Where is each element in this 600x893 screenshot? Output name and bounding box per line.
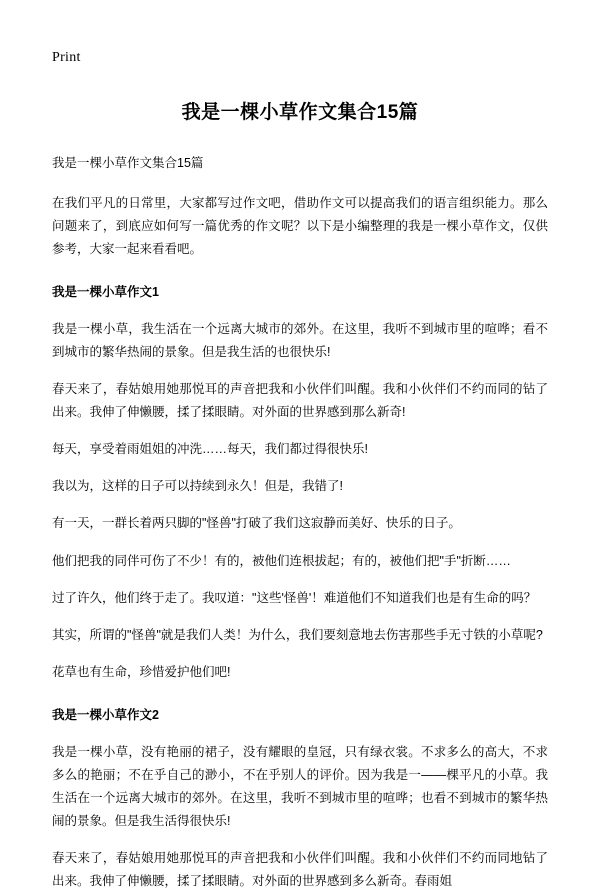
print-button[interactable]: Print — [52, 50, 81, 65]
paragraph: 每天，享受着雨姐姐的冲洗……每天，我们都过得很快乐! — [52, 442, 368, 457]
paragraph: 其实，所谓的"怪兽"就是我们人类！为什么，我们要刻意地去伤害那些手无寸铁的小草呢? — [52, 627, 543, 642]
paragraph: 我是一棵小草，没有艳丽的裙子，没有耀眼的皇冠，只有绿衣裳。不求多么的高大，不求多么的艳丽；不在乎自己的渺小，不在乎别人的评价。因为我是一——棵平凡的小草。我生活在一个远离大城市的郊外。在这里，我听不到城市里的喧哗；也看不到城市的繁华热闹的景象。但是我生活得很快乐! — [52, 744, 548, 828]
document-subtitle: 我是一棵小草作文集合15篇 — [52, 155, 204, 170]
paragraph: 我以为，这样的日子可以持续到永久！但是，我错了! — [52, 479, 343, 494]
page-title: 我是一棵小草作文集合15篇 — [181, 102, 419, 123]
paragraph: 有一天，一群长着两只脚的"怪兽"打破了我们这寂静而美好、快乐的日子。 — [52, 516, 461, 531]
paragraph: 春天来了，春姑娘用她那悦耳的声音把我和小伙伴们叫醒。我和小伙伴们不约而同地钻了出来。我伸了伸懒腰，揉了揉眼睛。对外面的世界感到多么新奇。春雨姐 — [52, 851, 548, 889]
paragraph: 在我们平凡的日常里，大家都写过作文吧，借助作文可以提高我们的语言组织能力。那么问题来了，到底应如何写一篇优秀的作文呢？以下是小编整理的我是一棵小草作文，仅供参考，大家一起来看看吧。 — [52, 195, 548, 257]
section-heading: 我是一棵小草作文2 — [52, 708, 159, 723]
paragraph: 花草也有生命，珍惜爱护他们吧! — [52, 664, 231, 679]
paragraph: 春天来了，春姑娘用她那悦耳的声音把我和小伙伴们叫醒。我和小伙伴们不约而同的钻了出来。我伸了伸懒腰，揉了揉眼睛。对外面的世界感到那么新奇! — [52, 381, 548, 420]
section-heading: 我是一棵小草作文1 — [52, 285, 159, 300]
document-body — [52, 153, 548, 893]
paragraph: 过了许久，他们终于走了。我叹道："这些'怪兽'！难道他们不知道我们也是有生命的吗？ — [52, 590, 537, 605]
paragraph: 我是一棵小草，我生活在一个远离大城市的郊外。在这里，我听不到城市里的喧哗；看不到城市的繁华热闹的景象。但是我生活的也很快乐! — [52, 321, 548, 359]
paragraph: 他们把我的同伴可伤了不少！有的，被他们连根拔起；有的，被他们把"手"折断…… — [52, 553, 511, 568]
